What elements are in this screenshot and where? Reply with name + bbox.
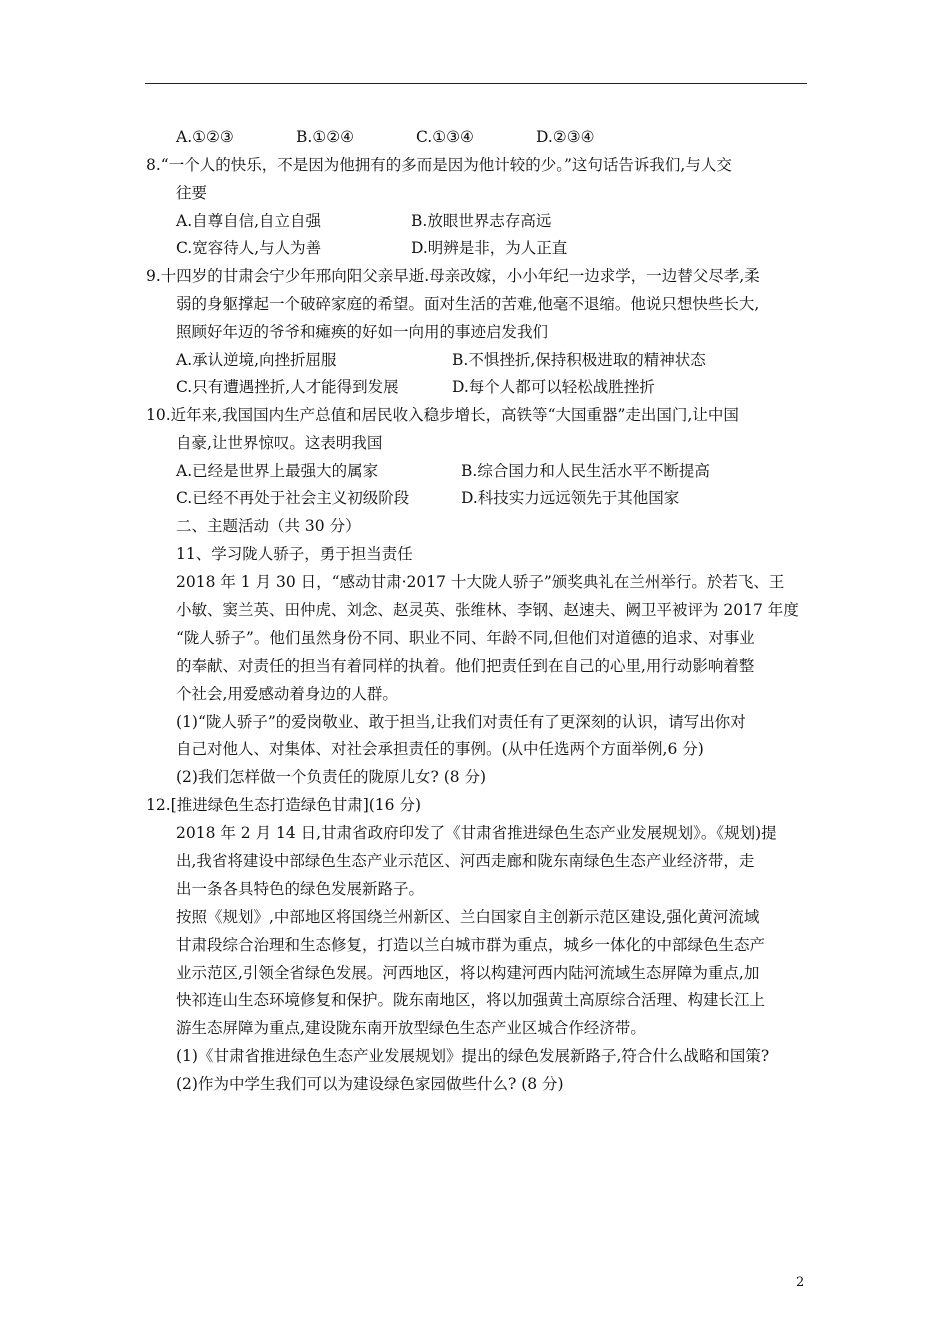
q8-option-b: B.放眼世界志存高远 [411, 212, 552, 230]
q12-body-line-1: 2018 年 2 月 14 日,甘肃省政府印发了《甘肃省推进绿色生态产业发展规划》。《规划)提 [176, 824, 777, 842]
q11-body-line-3: “陇人骄子”。他们虽然身份不同、职业不同、年龄不同,但他们对道德的追求、对事业 [176, 629, 755, 647]
q10-options-row-2 [176, 488, 679, 508]
q8-stem-line-1: 8.“一个人的快乐，不是因为他拥有的多而是因为他计较的少。”这句话告诉我们,与人交 [146, 156, 732, 174]
q7-option-b: B.①②④ [296, 128, 355, 146]
q12-body-line-4: 按照《规划》,中部地区将国绕兰州新区、兰白国家自主创新示范区建设,强化黄河流域 [176, 908, 760, 926]
q10-stem-line-2: 自豪,让世界惊叹。这表明我国 [176, 434, 383, 452]
q10-stem-line-1: 10.近年来,我国国内生产总值和居民收入稳步增长，高铁等“大国重器”走出国门,让中国 [146, 406, 739, 424]
q11-sub1-line-1: (1)“陇人骄子”的爱岗敬业、敢于担当,让我们对责任有了更深刻的认识，请写出你对 [176, 713, 746, 731]
section-2-title: 二、主题活动（共 30 分） [176, 517, 361, 535]
q11-body-line-2: 小敏、窦兰英、田仲虎、刘念、赵灵英、张维林、李钢、赵速夫、阙卫平被评为 2017 年度 [176, 601, 799, 619]
q8-options-row-1 [176, 211, 551, 231]
q9-stem-line-3: 照顾好年迈的爷爷和瘫痪的好如一向用的事迹启发我们 [176, 323, 549, 341]
q9-options-row-2 [176, 377, 655, 397]
q8-options-row-2 [176, 238, 567, 258]
q9-stem-line-2: 弱的身躯撑起一个破碎家庭的希望。面对生活的苦难,他毫不退缩。他说只想快些长大, [176, 295, 760, 313]
q9-option-b: B.不惧挫折,保持积极进取的精神状态 [452, 351, 706, 369]
header-rule [145, 83, 807, 84]
q11-sub1-line-2: 自己对他人、对集体、对社会承担责任的事例。(从中任选两个方面举例,6 分) [176, 740, 704, 758]
q10-option-d: D.科技实力远远领先于其他国家 [461, 489, 680, 507]
q10-option-a: A.已经是世界上最强大的属家 [176, 462, 379, 480]
q7-option-c: C.①③④ [416, 128, 474, 146]
q12-sub1: (1)《甘肃省推进绿色生态产业发展规划》提出的绿色发展新路子,符合什么战略和国策? [176, 1047, 770, 1065]
q9-option-c: C.只有遭遇挫折,人才能得到发展 [176, 378, 399, 396]
q12-body-line-7: 快祁连山生态环境修复和保护。陇东南地区，将以加强黄土高原综合活理、构建长江上 [176, 991, 766, 1009]
q11-title: 11、学习陇人骄子，勇于担当责任 [176, 545, 413, 563]
q10-option-c: C.已经不再处于社会主义初级阶段 [176, 489, 410, 507]
q8-option-c: C.宽容待人,与人为善 [176, 239, 322, 257]
q11-sub2: (2)我们怎样做一个负责任的陇原儿女? (8 分) [176, 768, 487, 786]
q8-option-d: D.明辨是非，为人正直 [411, 239, 568, 257]
q11-body-line-4: 的奉献、对责任的担当有着同样的执着。他们把责任到在自己的心里,用行动影响着整 [176, 657, 755, 675]
q10-option-b: B.综合国力和人民生活水平不断提高 [461, 462, 710, 480]
q9-stem-line-1: 9.十四岁的甘肃会宁少年邢向阳父亲早逝.母亲改嫁，小小年纪一边求学，一边替父尽孝,柔 [146, 267, 760, 285]
q7-option-d: D.②③④ [536, 128, 595, 146]
q7-options [176, 127, 656, 147]
q12-sub2: (2)作为中学生我们可以为建设绿色家园做些什么? (8 分) [176, 1075, 564, 1093]
q12-body-line-2: 出,我省将建设中部绿色生态产业示范区、河西走廊和陇东南绿色生态产业经济带，走 [176, 852, 755, 870]
q12-body-line-6: 业示范区,引领全省绿色发展。河西地区，将以构建河西内陆河流域生态屏障为重点,加 [176, 964, 760, 982]
q8-option-a: A.自尊自信,自立自强 [176, 212, 322, 230]
q9-options-row-1 [176, 350, 706, 370]
q9-option-a: A.承认逆境,向挫折屈服 [176, 351, 337, 369]
q12-body-line-8: 游生态屏障为重点,建设陇东南开放型绿色生态产业区城合作经济带。 [176, 1019, 646, 1037]
page-number: 2 [796, 1275, 805, 1290]
q10-options-row-1 [176, 461, 710, 481]
q8-stem-line-2: 往要 [176, 184, 208, 202]
q12-body-line-5: 甘肃段综合治理和生态修复，打造以兰白城市群为重点，城乡一体化的中部绿色生态产 [176, 936, 766, 954]
q11-body-line-5: 个社会,用爱感动着身边的人群。 [176, 685, 398, 703]
q12-title: 12.[推进绿色生态打造绿色甘肃](16 分) [146, 796, 421, 814]
q9-option-d: D.每个人都可以轻松战胜挫折 [452, 378, 655, 396]
q7-option-a: A.①②③ [176, 128, 234, 146]
q12-body-line-3: 出一条各具特色的绿色发展新路子。 [176, 880, 425, 898]
q11-body-line-1: 2018 年 1 月 30 日，“感动甘肃·2017 十大陇人骄子”颁奖典礼在兰州举行。於若飞、王 [176, 573, 785, 591]
